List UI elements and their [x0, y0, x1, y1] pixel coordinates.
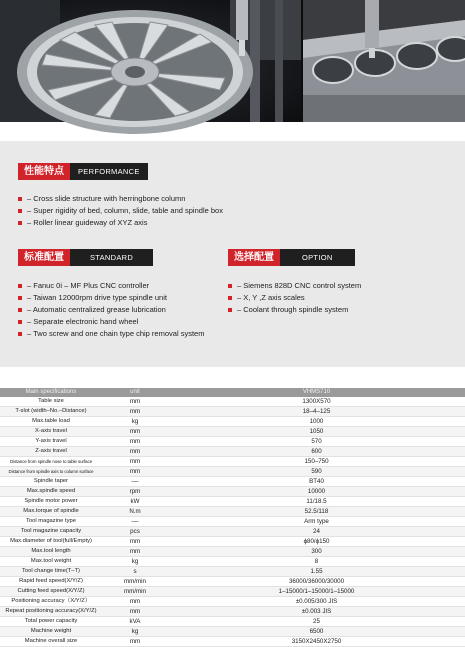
spec-value-cell: 1300X570	[168, 397, 465, 407]
spec-item-cell: Repeat positioning accuracy(X/Y/Z)	[0, 607, 102, 617]
list-item	[18, 292, 204, 304]
spec-value-cell: 150–750	[168, 457, 465, 467]
list-item-text: – Super rigidity of bed, column, slide, table and spindle box	[27, 206, 223, 215]
spec-item-cell: Positioning accuracy（X/Y/Z）	[0, 597, 102, 607]
features-panel	[0, 141, 465, 367]
spec-item-cell: Machine overall size	[0, 637, 102, 647]
list-item-text: – Two screw and one chain type chip removal system	[27, 329, 205, 338]
table-row	[0, 447, 465, 457]
spec-item-cell: Z-axis travel	[0, 447, 102, 457]
table-row	[0, 507, 465, 517]
bullet-icon	[228, 284, 232, 288]
performance-heading-cn: 性能特点	[18, 163, 70, 180]
table-row	[0, 607, 465, 617]
standard-list	[18, 280, 204, 340]
list-item-text: – Automatic centralized grease lubrication	[27, 305, 166, 314]
spec-item-cell: Y-axis travel	[0, 437, 102, 447]
spec-item-cell: Spindle motor power	[0, 497, 102, 507]
spec-item-cell: Machine weight	[0, 627, 102, 637]
list-item-text: – Coolant through spindle system	[237, 305, 349, 314]
table-row	[0, 407, 465, 417]
spec-item-cell: Spindle taper	[0, 477, 102, 487]
bullet-icon	[18, 221, 22, 225]
list-item-text: – Cross slide structure with herringbone column	[27, 194, 186, 203]
spec-value-cell: 1000	[168, 417, 465, 427]
spec-unit-cell: ––	[102, 517, 168, 527]
spec-value-cell: ϕ80/ϕ150	[168, 537, 465, 547]
standard-heading-en: STANDARD	[70, 249, 153, 266]
table-row	[0, 617, 465, 627]
spec-item-cell: Table size	[0, 397, 102, 407]
table-row	[0, 627, 465, 637]
spec-unit-cell: kg	[102, 417, 168, 427]
table-row	[0, 637, 465, 647]
table-row	[0, 587, 465, 597]
spec-item-cell: Distance from spindle axis to column surface	[0, 467, 102, 477]
spec-item-cell: Max.table load	[0, 417, 102, 427]
spec-unit-cell: s	[102, 567, 168, 577]
spec-unit-cell: mm	[102, 607, 168, 617]
list-item-text: – Fanuc 0i – MF Plus CNC controller	[27, 281, 150, 290]
engine-block-photo	[303, 0, 465, 122]
option-heading-en: OPTION	[280, 249, 355, 266]
list-item	[228, 304, 361, 316]
column-header-item: Main specifications	[0, 388, 102, 397]
spec-item-cell: Max.tool weight	[0, 557, 102, 567]
spec-item-cell: Max.diameter of tool(full/Empty)	[0, 537, 102, 547]
bullet-icon	[18, 308, 22, 312]
standard-heading-cn: 标准配置	[18, 249, 70, 266]
list-item-text: – Separate electronic hand wheel	[27, 317, 139, 326]
list-item	[18, 193, 223, 205]
performance-heading	[18, 163, 148, 180]
bullet-icon	[18, 209, 22, 213]
list-item	[228, 292, 361, 304]
column-header-model: VHMS710	[168, 388, 465, 397]
table-row	[0, 417, 465, 427]
table-row	[0, 557, 465, 567]
spec-value-cell: 3150X2450X2750	[168, 637, 465, 647]
specifications-table	[0, 388, 465, 647]
table-row	[0, 477, 465, 487]
spec-value-cell: 11/18.5	[168, 497, 465, 507]
spec-value-cell: 1050	[168, 427, 465, 437]
list-item	[18, 280, 204, 292]
table-row	[0, 547, 465, 557]
table-row	[0, 487, 465, 497]
spec-unit-cell: mm	[102, 407, 168, 417]
spec-unit-cell: mm	[102, 547, 168, 557]
list-item-text: – Siemens 828D CNC control system	[237, 281, 362, 290]
table-row	[0, 427, 465, 437]
table-body	[0, 397, 465, 647]
spec-item-cell: Max.tool length	[0, 547, 102, 557]
spec-unit-cell: kg	[102, 557, 168, 567]
list-item-text: – X, Y ,Z axis scales	[237, 293, 305, 302]
option-heading-cn: 选择配置	[228, 249, 280, 266]
list-item	[18, 328, 204, 340]
spec-value-cell: 590	[168, 467, 465, 477]
spec-unit-cell: mm	[102, 427, 168, 437]
table-row	[0, 467, 465, 477]
table-row	[0, 437, 465, 447]
spec-item-cell: Tool change time(T–T)	[0, 567, 102, 577]
spec-item-cell: Max.torque of spindle	[0, 507, 102, 517]
bullet-icon	[18, 296, 22, 300]
spec-value-cell: 36000/36000/30000	[168, 577, 465, 587]
option-heading	[228, 249, 355, 266]
spec-item-cell: X-axis travel	[0, 427, 102, 437]
table-row	[0, 597, 465, 607]
spec-unit-cell: mm	[102, 537, 168, 547]
spec-value-cell: BT40	[168, 477, 465, 487]
spec-value-cell: 10000	[168, 487, 465, 497]
spec-item-cell: Cutting feed speed(X/Y/Z)	[0, 587, 102, 597]
spec-unit-cell: kVA	[102, 617, 168, 627]
spec-item-cell: Tool magazine type	[0, 517, 102, 527]
spec-unit-cell: ––	[102, 477, 168, 487]
spec-unit-cell: rpm	[102, 487, 168, 497]
spec-unit-cell: kg	[102, 627, 168, 637]
spec-value-cell: Arm type	[168, 517, 465, 527]
spec-value-cell: 6500	[168, 627, 465, 637]
spec-item-cell: Total power capacity	[0, 617, 102, 627]
spec-item-cell: T-slot (width–No.–Distance)	[0, 407, 102, 417]
table-header-row	[0, 388, 465, 397]
spec-unit-cell: mm	[102, 457, 168, 467]
header-photos	[0, 0, 465, 122]
spec-unit-cell: mm	[102, 437, 168, 447]
spec-unit-cell: mm/min	[102, 577, 168, 587]
table-row	[0, 397, 465, 407]
spec-value-cell: 18–4–125	[168, 407, 465, 417]
spec-value-cell: ±0.003 JIS	[168, 607, 465, 617]
bullet-icon	[228, 296, 232, 300]
table-row	[0, 457, 465, 467]
spec-value-cell: 24	[168, 527, 465, 537]
table-row	[0, 527, 465, 537]
table-row	[0, 537, 465, 547]
spec-unit-cell: mm	[102, 447, 168, 457]
wheel-rim-photo	[0, 0, 301, 122]
table-row	[0, 497, 465, 507]
spec-unit-cell: mm	[102, 597, 168, 607]
performance-list	[18, 193, 223, 229]
list-item	[18, 205, 223, 217]
spec-item-cell: Max.spindle speed	[0, 487, 102, 497]
spec-value-cell: 1.55	[168, 567, 465, 577]
spec-item-cell: Rapid feed speed(X/Y/Z)	[0, 577, 102, 587]
spec-value-cell: 25	[168, 617, 465, 627]
list-item	[18, 304, 204, 316]
spec-unit-cell: mm	[102, 397, 168, 407]
table-row	[0, 567, 465, 577]
bullet-icon	[18, 332, 22, 336]
list-item	[18, 316, 204, 328]
bullet-icon	[18, 197, 22, 201]
spec-unit-cell: mm/min	[102, 587, 168, 597]
spec-unit-cell: kW	[102, 497, 168, 507]
list-item	[228, 280, 361, 292]
spec-unit-cell: pcs	[102, 527, 168, 537]
spec-item-cell: Distance from spindle nose to table surface	[0, 457, 102, 467]
spec-value-cell: 600	[168, 447, 465, 457]
spec-unit-cell: mm	[102, 637, 168, 647]
bullet-icon	[18, 284, 22, 288]
list-item-text: – Roller linear guideway of XYZ axis	[27, 218, 148, 227]
spec-value-cell: 1–15000/1–15000/1–15000	[168, 587, 465, 597]
bullet-icon	[18, 320, 22, 324]
list-item	[18, 217, 223, 229]
standard-heading	[18, 249, 153, 266]
list-item-text: – Taiwan 12000rpm drive type spindle unit	[27, 293, 167, 302]
spec-value-cell: 52.5/118	[168, 507, 465, 517]
bullet-icon	[228, 308, 232, 312]
performance-heading-en: PERFORMANCE	[70, 163, 148, 180]
spec-item-cell: Tool magazine capacity	[0, 527, 102, 537]
table-row	[0, 577, 465, 587]
spec-value-cell: 300	[168, 547, 465, 557]
spec-value-cell: ±0.005/300 JIS	[168, 597, 465, 607]
column-header-unit: unit	[102, 388, 168, 397]
spec-value-cell: 8	[168, 557, 465, 567]
spec-unit-cell: N.m	[102, 507, 168, 517]
option-list	[228, 280, 361, 316]
spec-value-cell: 570	[168, 437, 465, 447]
spec-unit-cell: mm	[102, 467, 168, 477]
table-row	[0, 517, 465, 527]
